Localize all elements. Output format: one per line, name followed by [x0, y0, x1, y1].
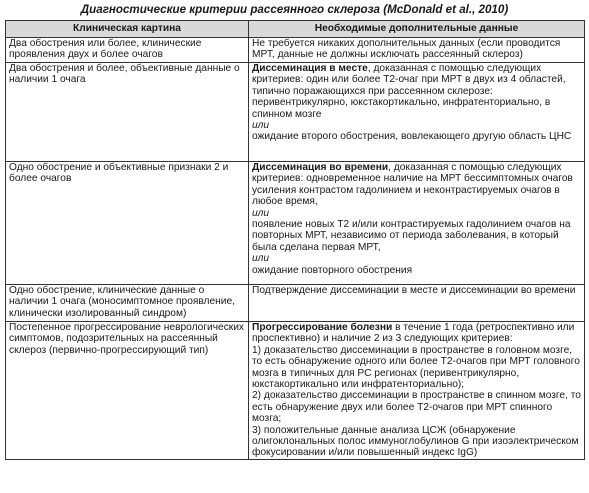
emphasis-term: Прогрессирование болезни — [252, 322, 393, 333]
required-text: появление новых Т2 и/или контрастируемых гадолинием очагов на повторных МРТ, независимо от периода заболевания, в который была сделана первая МРТ, — [252, 219, 571, 253]
clinical-cell: Одно обострение и объективные признаки 2 и более очагов — [6, 162, 249, 285]
clinical-cell: Два обострения и более, объективные данные о наличии 1 очага — [6, 63, 249, 162]
table-row — [6, 162, 585, 285]
clinical-cell: Одно обострение, клинические данные о наличии 1 очага (моносимптомное проявление, клинически изолированный синдром) — [6, 285, 249, 322]
table-row — [6, 285, 585, 322]
emphasis-term: Диссеминация в месте — [252, 63, 368, 74]
emphasis-term: Диссеминация во времени — [252, 162, 389, 173]
required-cell — [249, 38, 585, 63]
required-cell — [249, 162, 585, 285]
criteria-table — [5, 20, 585, 460]
table-row — [6, 322, 585, 460]
criterion-item: 3) положительные данные анализа ЦСЖ (обнаружение олигоклональных полос иммуноглобулинов G при изоэлектрическом фокусировании и/или повышенный индекс IgG) — [252, 424, 579, 459]
required-text: ожидание второго обострения, вовлекающего другую область ЦНС — [252, 131, 572, 143]
required-paragraph — [252, 162, 581, 208]
required-text: , доказанная с помощью следующих критериев: одновременное наличие на МРТ бессимптомных очагов усиления контрастом гадолинием и неконтрастируемых очагов в любое время, — [252, 162, 573, 208]
required-cell — [249, 63, 585, 162]
required-cell — [249, 322, 585, 460]
criterion-item: 2) доказательство диссеминации в пространстве в спинном мозге, то есть обнаружение двух или более Т2-очагов при МРТ спинного мозга; — [252, 390, 581, 425]
table-row — [6, 38, 585, 63]
required-paragraph — [252, 322, 581, 345]
required-text: в течение 1 года (ретроспективно или проспективно) и наличие 2 из 3 следующих критериев: — [252, 322, 575, 345]
header-row — [6, 21, 585, 38]
table-row — [6, 63, 585, 162]
table-title: Диагностические критерии рассеянного склероза (McDonald et al., 2010) — [80, 3, 509, 16]
or-separator: или — [252, 207, 270, 219]
clinical-cell: Два обострения или более, клинические проявления двух и более очагов — [6, 38, 249, 63]
required-text: Подтверждение диссеминации в месте и диссеминации во времени — [252, 285, 576, 296]
required-text: , доказанная с помощью следующих критериев: один или более Т2-очаг при МРТ в двух из 4 областей, типично поражающихся при рассеянном склерозе: перивентрикулярно, юкстакортикально, инфратенториально, в спинном мозге — [252, 63, 566, 120]
criterion-item: 1) доказательство диссеминации в пространстве в головном мозге, то есть обнаружение одного или более Т2-очагов при МРТ головного мозга в типичных для РС регионах (перивентрикулярно, юкстакортикально или инфратенториально); — [252, 344, 580, 391]
header-clinical: Клиническая картина — [6, 21, 249, 38]
header-required: Необходимые дополнительные данные — [249, 21, 585, 38]
clinical-cell: Постепенное прогрессирование неврологических симптомов, подозрительных на рассеянный склероз (первично-прогрессирующий тип) — [6, 322, 249, 460]
or-separator: или — [252, 253, 270, 265]
required-text: Не требуется никаких дополнительных данных (если проводится МРТ, данные не должны исключать рассеянный склероз) — [252, 38, 561, 61]
required-cell — [249, 285, 585, 322]
required-text: ожидание повторного обострения — [252, 264, 413, 276]
or-separator: или — [252, 120, 270, 132]
required-paragraph — [252, 63, 581, 120]
